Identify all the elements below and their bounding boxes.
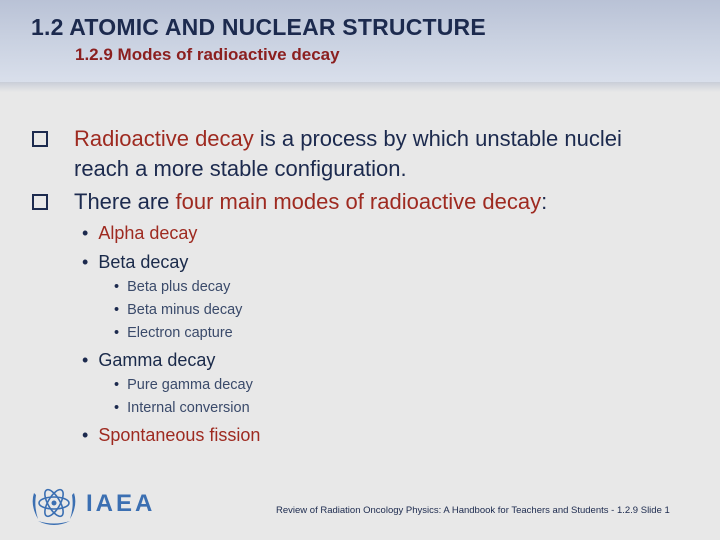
bullet-2-highlight: four main modes of radioactive decay <box>175 189 542 214</box>
gamma-sub-2-label: Internal conversion <box>127 400 250 416</box>
bullet-text-2 <box>74 186 547 218</box>
bullet-1-highlight: Radioactive decay <box>74 126 254 151</box>
mode-gamma <box>82 350 215 371</box>
beta-sub-2 <box>114 302 242 318</box>
footer-citation: Review of Radiation Oncology Physics: A Handbook for Teachers and Students - 1.2.9 Slide 1 <box>276 505 670 516</box>
header-shadow <box>0 82 720 92</box>
mode-gamma-label: Gamma decay <box>98 350 216 370</box>
beta-sub-3-label: Electron capture <box>127 325 233 341</box>
bullet-2-suffix: : <box>541 189 548 214</box>
dot-icon: • <box>114 377 120 393</box>
mode-fission <box>82 425 260 446</box>
mode-alpha <box>82 223 197 244</box>
mode-fission-label: Spontaneous fission <box>98 425 261 445</box>
iaea-atom-laurel-icon <box>28 481 80 529</box>
slide-title: 1.2 ATOMIC AND NUCLEAR STRUCTURE <box>31 14 486 40</box>
iaea-wordmark: IAEA <box>86 490 156 517</box>
slide-subtitle: 1.2.9 Modes of radioactive decay <box>75 45 340 64</box>
bullet-1-rest: is a process by which unstable nuclei <box>253 126 622 151</box>
beta-sub-3 <box>114 325 233 341</box>
square-outline-icon <box>32 131 48 147</box>
bullet-text-1-line2: reach a more stable configuration. <box>74 156 407 181</box>
header-band <box>0 0 720 83</box>
dot-icon: • <box>114 400 120 416</box>
gamma-sub-1 <box>114 377 253 393</box>
bullet-2-prefix: There are <box>74 189 176 214</box>
dot-icon: • <box>82 223 89 243</box>
bullet-text-1 <box>74 123 622 155</box>
mode-beta <box>82 252 188 273</box>
dot-icon: • <box>82 425 89 445</box>
gamma-sub-1-label: Pure gamma decay <box>127 377 253 393</box>
dot-icon: • <box>114 302 120 318</box>
mode-beta-label: Beta decay <box>98 252 189 272</box>
gamma-sub-2 <box>114 400 250 416</box>
beta-sub-2-label: Beta minus decay <box>127 302 243 318</box>
beta-sub-1-label: Beta plus decay <box>127 279 231 295</box>
dot-icon: • <box>82 350 89 370</box>
dot-icon: • <box>82 252 89 272</box>
dot-icon: • <box>114 325 120 341</box>
dot-icon: • <box>114 279 120 295</box>
square-outline-icon <box>32 194 48 210</box>
mode-alpha-label: Alpha decay <box>98 223 198 243</box>
beta-sub-1 <box>114 279 230 295</box>
